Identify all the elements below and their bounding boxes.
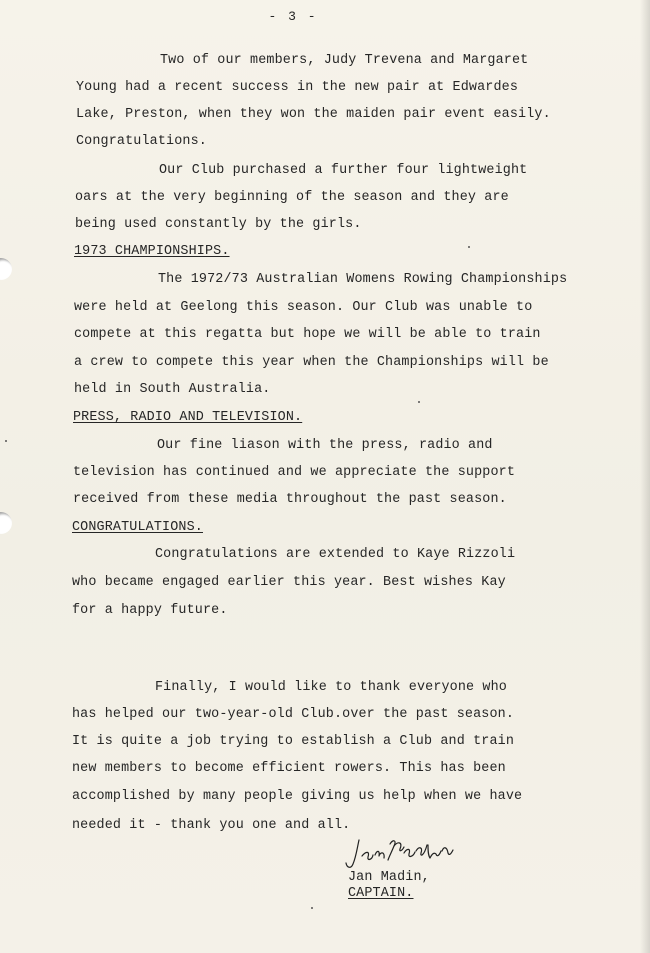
paper-speck — [468, 246, 470, 248]
paper-speck — [418, 401, 420, 403]
paragraph-championships-line: The 1972/73 Australian Womens Rowing Championships — [158, 272, 568, 287]
paragraph-congratulations-line: for a happy future. — [72, 603, 228, 618]
page-edge-shadow — [640, 0, 650, 953]
paragraph-press-line: television has continued and we appreciate the support — [73, 465, 516, 480]
signature-name: Jan Madin, — [348, 870, 430, 885]
paragraph-press-line: received from these media throughout the past season. — [73, 492, 507, 507]
paper-speck — [5, 440, 7, 442]
punch-hole-bottom — [0, 512, 12, 534]
heading-congratulations: CONGRATULATIONS. — [72, 520, 203, 535]
handwritten-signature — [344, 836, 458, 872]
heading-press: PRESS, RADIO AND TELEVISION. — [73, 410, 303, 425]
paper-speck — [311, 907, 313, 909]
signature-title: CAPTAIN. — [348, 886, 414, 901]
paragraph-thanks-line: It is quite a job trying to establish a Club and train — [72, 734, 515, 749]
paragraph-oars-line: oars at the very beginning of the season and they are — [75, 190, 509, 205]
punch-hole-top — [0, 258, 12, 280]
page-number: - 3 - — [268, 9, 318, 24]
paragraph-oars-line: being used constantly by the girls. — [75, 217, 362, 232]
paragraph-congratulations-line: who became engaged earlier this year. Best wishes Kay — [72, 575, 506, 590]
paragraph-oars-line: Our Club purchased a further four lightweight — [159, 163, 528, 178]
paragraph-thanks-line: has helped our two-year-old Club.over the past season. — [72, 707, 515, 722]
heading-championships: 1973 CHAMPIONSHIPS. — [74, 244, 230, 259]
paragraph-thanks-line: new members to become efficient rowers. This has been — [72, 761, 506, 776]
paragraph-thanks-line: accomplished by many people giving us help when we have — [72, 789, 523, 804]
paragraph-championships-line: compete at this regatta but hope we will be able to train — [74, 327, 541, 342]
paragraph-members-line: Congratulations. — [76, 134, 207, 149]
paragraph-members-line: Two of our members, Judy Trevena and Margaret — [160, 53, 529, 68]
paragraph-members-line: Young had a recent success in the new pair at Edwardes — [76, 80, 519, 95]
paragraph-thanks-line: needed it - thank you one and all. — [72, 818, 351, 833]
paragraph-press-line: Our fine liason with the press, radio and — [157, 438, 493, 453]
paragraph-congratulations-line: Congratulations are extended to Kaye Rizzoli — [155, 547, 516, 562]
paragraph-championships-line: were held at Geelong this season. Our Club was unable to — [74, 300, 533, 315]
paragraph-members-line: Lake, Preston, when they won the maiden pair event easily. — [76, 107, 551, 122]
paragraph-thanks-line: Finally, I would like to thank everyone who — [155, 680, 507, 695]
paragraph-championships-line: held in South Australia. — [74, 382, 271, 397]
paragraph-championships-line: a crew to compete this year when the Championships will be — [74, 355, 549, 370]
